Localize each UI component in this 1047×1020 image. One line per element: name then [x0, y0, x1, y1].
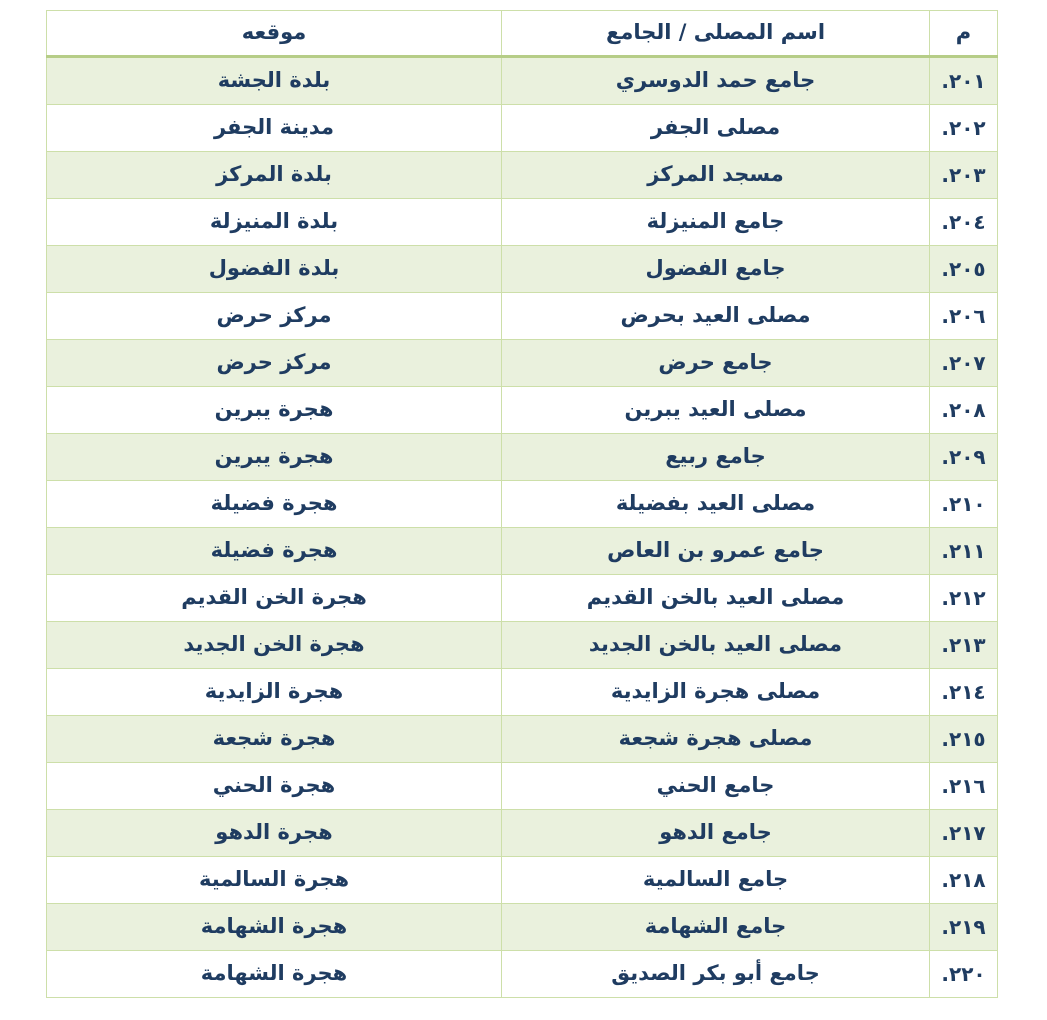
cell-location: بلدة الجشة	[47, 57, 502, 105]
cell-mosque-name: جامع حرض	[502, 340, 930, 387]
table-row	[47, 481, 998, 528]
cell-mosque-name: جامع عمرو بن العاص	[502, 528, 930, 575]
table-row	[47, 105, 998, 152]
table-row	[47, 434, 998, 481]
table-row	[47, 810, 998, 857]
cell-mosque-name: مصلى العيد يبرين	[502, 387, 930, 434]
cell-number: ٢١٠.	[930, 481, 998, 528]
column-header-location: موقعه	[47, 11, 502, 57]
cell-number: ٢١٨.	[930, 857, 998, 904]
cell-number: ٢١٥.	[930, 716, 998, 763]
table-row	[47, 387, 998, 434]
cell-number: ٢١٣.	[930, 622, 998, 669]
table-header	[47, 11, 998, 57]
table-row	[47, 293, 998, 340]
column-header-number: م	[930, 11, 998, 57]
cell-number: ٢٠٦.	[930, 293, 998, 340]
cell-location: مدينة الجفر	[47, 105, 502, 152]
cell-mosque-name: مسجد المركز	[502, 152, 930, 199]
table-row	[47, 152, 998, 199]
cell-location: هجرة الخن القديم	[47, 575, 502, 622]
cell-location: هجرة الزايدية	[47, 669, 502, 716]
table-row	[47, 57, 998, 105]
cell-location: هجرة الدهو	[47, 810, 502, 857]
cell-number: ٢٠٣.	[930, 152, 998, 199]
cell-mosque-name: مصلى العيد بالخن الجديد	[502, 622, 930, 669]
cell-location: بلدة المركز	[47, 152, 502, 199]
cell-location: هجرة يبرين	[47, 434, 502, 481]
cell-location: هجرة الحني	[47, 763, 502, 810]
cell-mosque-name: جامع حمد الدوسري	[502, 57, 930, 105]
cell-mosque-name: جامع أبو بكر الصديق	[502, 951, 930, 998]
table-row	[47, 528, 998, 575]
cell-number: ٢١٢.	[930, 575, 998, 622]
cell-location: هجرة شجعة	[47, 716, 502, 763]
table-body	[47, 57, 998, 998]
cell-mosque-name: جامع السالمية	[502, 857, 930, 904]
table-row	[47, 246, 998, 293]
cell-number: ٢٢٠.	[930, 951, 998, 998]
cell-mosque-name: جامع الحني	[502, 763, 930, 810]
table-row	[47, 904, 998, 951]
table-row	[47, 199, 998, 246]
cell-mosque-name: مصلى العيد بحرض	[502, 293, 930, 340]
cell-location: بلدة المنيزلة	[47, 199, 502, 246]
cell-number: ٢١٩.	[930, 904, 998, 951]
cell-mosque-name: مصلى هجرة الزايدية	[502, 669, 930, 716]
cell-number: ٢٠٧.	[930, 340, 998, 387]
cell-location: مركز حرض	[47, 293, 502, 340]
cell-location: هجرة الشهامة	[47, 904, 502, 951]
cell-mosque-name: جامع الدهو	[502, 810, 930, 857]
column-header-mosque-name: اسم المصلى / الجامع	[502, 11, 930, 57]
cell-number: ٢١٦.	[930, 763, 998, 810]
table-row	[47, 622, 998, 669]
table-row	[47, 951, 998, 998]
cell-mosque-name: جامع الفضول	[502, 246, 930, 293]
cell-mosque-name: جامع المنيزلة	[502, 199, 930, 246]
cell-number: ٢٠١.	[930, 57, 998, 105]
cell-number: ٢١٤.	[930, 669, 998, 716]
cell-mosque-name: مصلى العيد بالخن القديم	[502, 575, 930, 622]
cell-number: ٢١٧.	[930, 810, 998, 857]
cell-number: ٢٠٢.	[930, 105, 998, 152]
cell-location: مركز حرض	[47, 340, 502, 387]
cell-location: هجرة السالمية	[47, 857, 502, 904]
cell-mosque-name: جامع الشهامة	[502, 904, 930, 951]
cell-number: ٢٠٥.	[930, 246, 998, 293]
table-row	[47, 857, 998, 904]
mosque-table	[46, 10, 998, 998]
cell-location: هجرة الخن الجديد	[47, 622, 502, 669]
cell-number: ٢١١.	[930, 528, 998, 575]
cell-mosque-name: جامع ربيع	[502, 434, 930, 481]
cell-number: ٢٠٨.	[930, 387, 998, 434]
cell-location: هجرة الشهامة	[47, 951, 502, 998]
table-row	[47, 716, 998, 763]
cell-location: هجرة فضيلة	[47, 528, 502, 575]
table-row	[47, 575, 998, 622]
cell-location: بلدة الفضول	[47, 246, 502, 293]
cell-location: هجرة يبرين	[47, 387, 502, 434]
cell-number: ٢٠٩.	[930, 434, 998, 481]
cell-mosque-name: مصلى العيد بفضيلة	[502, 481, 930, 528]
cell-mosque-name: مصلى الجفر	[502, 105, 930, 152]
header-row	[47, 11, 998, 57]
cell-mosque-name: مصلى هجرة شجعة	[502, 716, 930, 763]
table-row	[47, 340, 998, 387]
cell-location: هجرة فضيلة	[47, 481, 502, 528]
table-row	[47, 763, 998, 810]
table-row	[47, 669, 998, 716]
cell-number: ٢٠٤.	[930, 199, 998, 246]
